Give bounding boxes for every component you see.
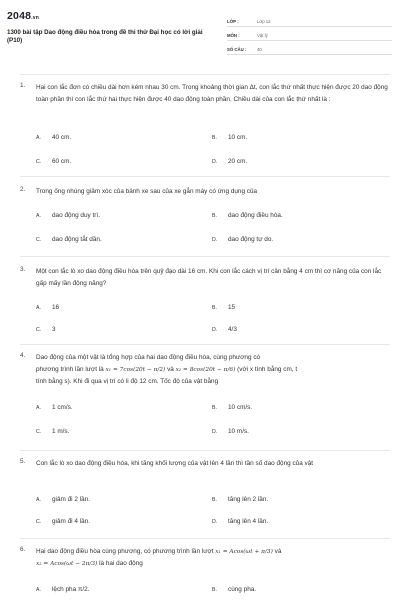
option-text: tăng lên 2 lần. — [228, 496, 269, 503]
option-letter: D. — [212, 429, 218, 435]
option-letter: A. — [36, 305, 41, 311]
option-text: 10 m/s. — [228, 428, 249, 435]
question-number: 2. — [20, 186, 26, 193]
option-a[interactable] — [36, 212, 100, 219]
question-text-line: và — [272, 548, 282, 555]
question-number: 6. — [20, 546, 26, 553]
option-text: 15 — [228, 304, 236, 311]
document-title: 1300 bài tập Dao động điều hòa trong đề thi thử Đại học có lời giải (P10) — [7, 29, 203, 45]
question-text-line: là hai dao động — [97, 560, 143, 568]
option-d[interactable] — [212, 428, 249, 435]
option-letter: A. — [36, 405, 41, 411]
option-letter: C. — [36, 159, 42, 165]
equation-x2: x₂ = Acos(ωt − 2π/3) — [36, 561, 98, 568]
option-c[interactable] — [36, 428, 69, 435]
document-meta — [227, 13, 392, 55]
equation-x2: x₂ = 8cos(20t − π/6) — [175, 367, 236, 374]
question-text-line: phương trình lần lượt là — [36, 366, 106, 374]
option-b[interactable] — [212, 404, 252, 411]
question-text: Con lắc lò xo dao động điều hòa, khi tăng khối lượng của vật lên 4 lần thì tần số dao động của vật — [36, 460, 314, 467]
logo-main: 2048 — [7, 10, 32, 22]
option-text: 1 cm/s. — [52, 404, 73, 411]
option-letter: C. — [36, 429, 42, 435]
question-text-line: Dao động của một vật là tổng hợp của hai dao động điều hòa, cùng phương có — [36, 354, 261, 361]
option-letter: B. — [212, 405, 217, 411]
option-c[interactable] — [36, 518, 90, 525]
question-number: 1. — [20, 82, 26, 89]
option-a[interactable] — [36, 134, 71, 141]
option-letter: B. — [212, 213, 217, 219]
option-text: lệch pha π/2. — [52, 586, 90, 593]
option-text: 3 — [52, 326, 56, 333]
option-text: 20 cm. — [228, 158, 248, 165]
option-text: 40 cm. — [52, 134, 72, 141]
equation-x1: x₁ = 7cos(20t − π/2) — [105, 367, 166, 374]
option-letter: D. — [212, 327, 218, 333]
question-number: 5. — [20, 458, 26, 465]
question-number: 3. — [20, 266, 26, 273]
option-b[interactable] — [212, 304, 235, 311]
option-letter: A. — [36, 587, 41, 593]
meta-row-count — [227, 41, 392, 55]
option-text: 10 cm. — [228, 134, 248, 141]
logo-sub: .vn — [31, 15, 39, 21]
option-a[interactable] — [36, 404, 73, 411]
option-b[interactable] — [212, 586, 256, 593]
option-d[interactable] — [212, 158, 247, 165]
divider — [20, 256, 390, 257]
divider — [20, 538, 390, 539]
site-logo[interactable] — [7, 10, 39, 22]
meta-key: LỚP : — [227, 19, 239, 24]
option-text: giảm đi 4 lần. — [52, 518, 91, 525]
option-letter: D. — [212, 519, 218, 525]
option-text: giảm đi 2 lần. — [52, 496, 91, 503]
equation-x1: x₁ = Acos(ωt + π/3) — [215, 549, 273, 555]
option-letter: D. — [212, 237, 218, 243]
option-d[interactable] — [212, 236, 273, 243]
option-text: dao động tắt dần. — [52, 236, 102, 243]
option-text: dao động duy trì. — [52, 212, 100, 219]
meta-row-class — [227, 13, 392, 27]
option-text: 60 cm. — [52, 158, 72, 165]
option-text: 4/3 — [228, 326, 237, 333]
option-b[interactable] — [212, 134, 247, 141]
option-a[interactable] — [36, 304, 59, 311]
option-d[interactable] — [212, 326, 237, 333]
question-text: Trong ống nhúng giảm xóc của bánh xe sau của xe gắn máy có ứng dụng của — [36, 188, 258, 195]
option-a[interactable] — [36, 586, 89, 593]
option-text: tăng lên 4 lần. — [228, 518, 269, 525]
option-d[interactable] — [212, 518, 268, 525]
option-letter: A. — [36, 497, 41, 503]
question-text-line: và — [165, 366, 176, 374]
option-letter: C. — [36, 519, 42, 525]
question-text-line: Hai dao động điều hòa cùng phương, có phương trình lần lượt — [36, 548, 216, 555]
document-header — [0, 0, 400, 66]
option-b[interactable] — [212, 496, 268, 503]
question-text — [36, 352, 389, 389]
divider — [20, 74, 390, 75]
option-c[interactable] — [36, 236, 102, 243]
question-number: 4. — [20, 352, 26, 359]
divider — [20, 176, 390, 177]
option-letter: C. — [36, 327, 42, 333]
option-a[interactable] — [36, 496, 90, 503]
option-c[interactable] — [36, 326, 56, 333]
option-text: dao động điều hòa. — [228, 212, 283, 219]
option-letter: A. — [36, 213, 41, 219]
option-letter: A. — [36, 135, 41, 141]
option-text: cùng pha. — [228, 586, 257, 593]
question-text: Một con lắc lò xo dao động điều hòa trên quỹ đạo dài 16 cm. Khi con lắc cách vị trí cân bằng 4 cm thì cơ năng của con lắc gấp mấy lần động năng? — [36, 268, 382, 288]
option-b[interactable] — [212, 212, 283, 219]
meta-value: 40 — [257, 47, 262, 52]
option-letter: B. — [212, 135, 217, 141]
question-text: Hai con lắc đơn có chiều dài hơn kém nhau 30 cm. Trong khoảng thời gian Δt, con lắc thứ nhất thực hiện được 20 dao động toàn phần thì con lắc thứ hai thực hiện được 40 dao động toàn phần. Chiều dài của con lắc thứ nhất là : — [36, 84, 388, 104]
question-text-line: tính bằng s). Khi đi qua vị trí có li độ 12 cm. Tốc độ của vật bằng — [36, 378, 219, 386]
option-text: 10 cm/s. — [228, 404, 253, 411]
meta-key: SỐ CÂU : — [227, 47, 247, 52]
option-letter: B. — [212, 497, 217, 503]
divider — [20, 450, 390, 451]
option-text: 1 m/s. — [52, 428, 70, 435]
option-c[interactable] — [36, 158, 71, 165]
meta-value: Lớp 12 — [257, 19, 271, 24]
option-text: dao động tự do. — [228, 236, 274, 243]
option-letter: B. — [212, 305, 217, 311]
question-text — [36, 546, 389, 570]
option-text: 16 — [52, 304, 60, 311]
option-letter: B. — [212, 587, 217, 593]
option-letter: C. — [36, 237, 42, 243]
divider — [20, 344, 390, 345]
meta-row-subject — [227, 27, 392, 41]
option-letter: D. — [212, 159, 218, 165]
question-text-line: (với x tính bằng cm, t — [235, 366, 298, 374]
meta-value: Vật lý — [257, 33, 268, 38]
meta-key: MÔN : — [227, 33, 240, 38]
